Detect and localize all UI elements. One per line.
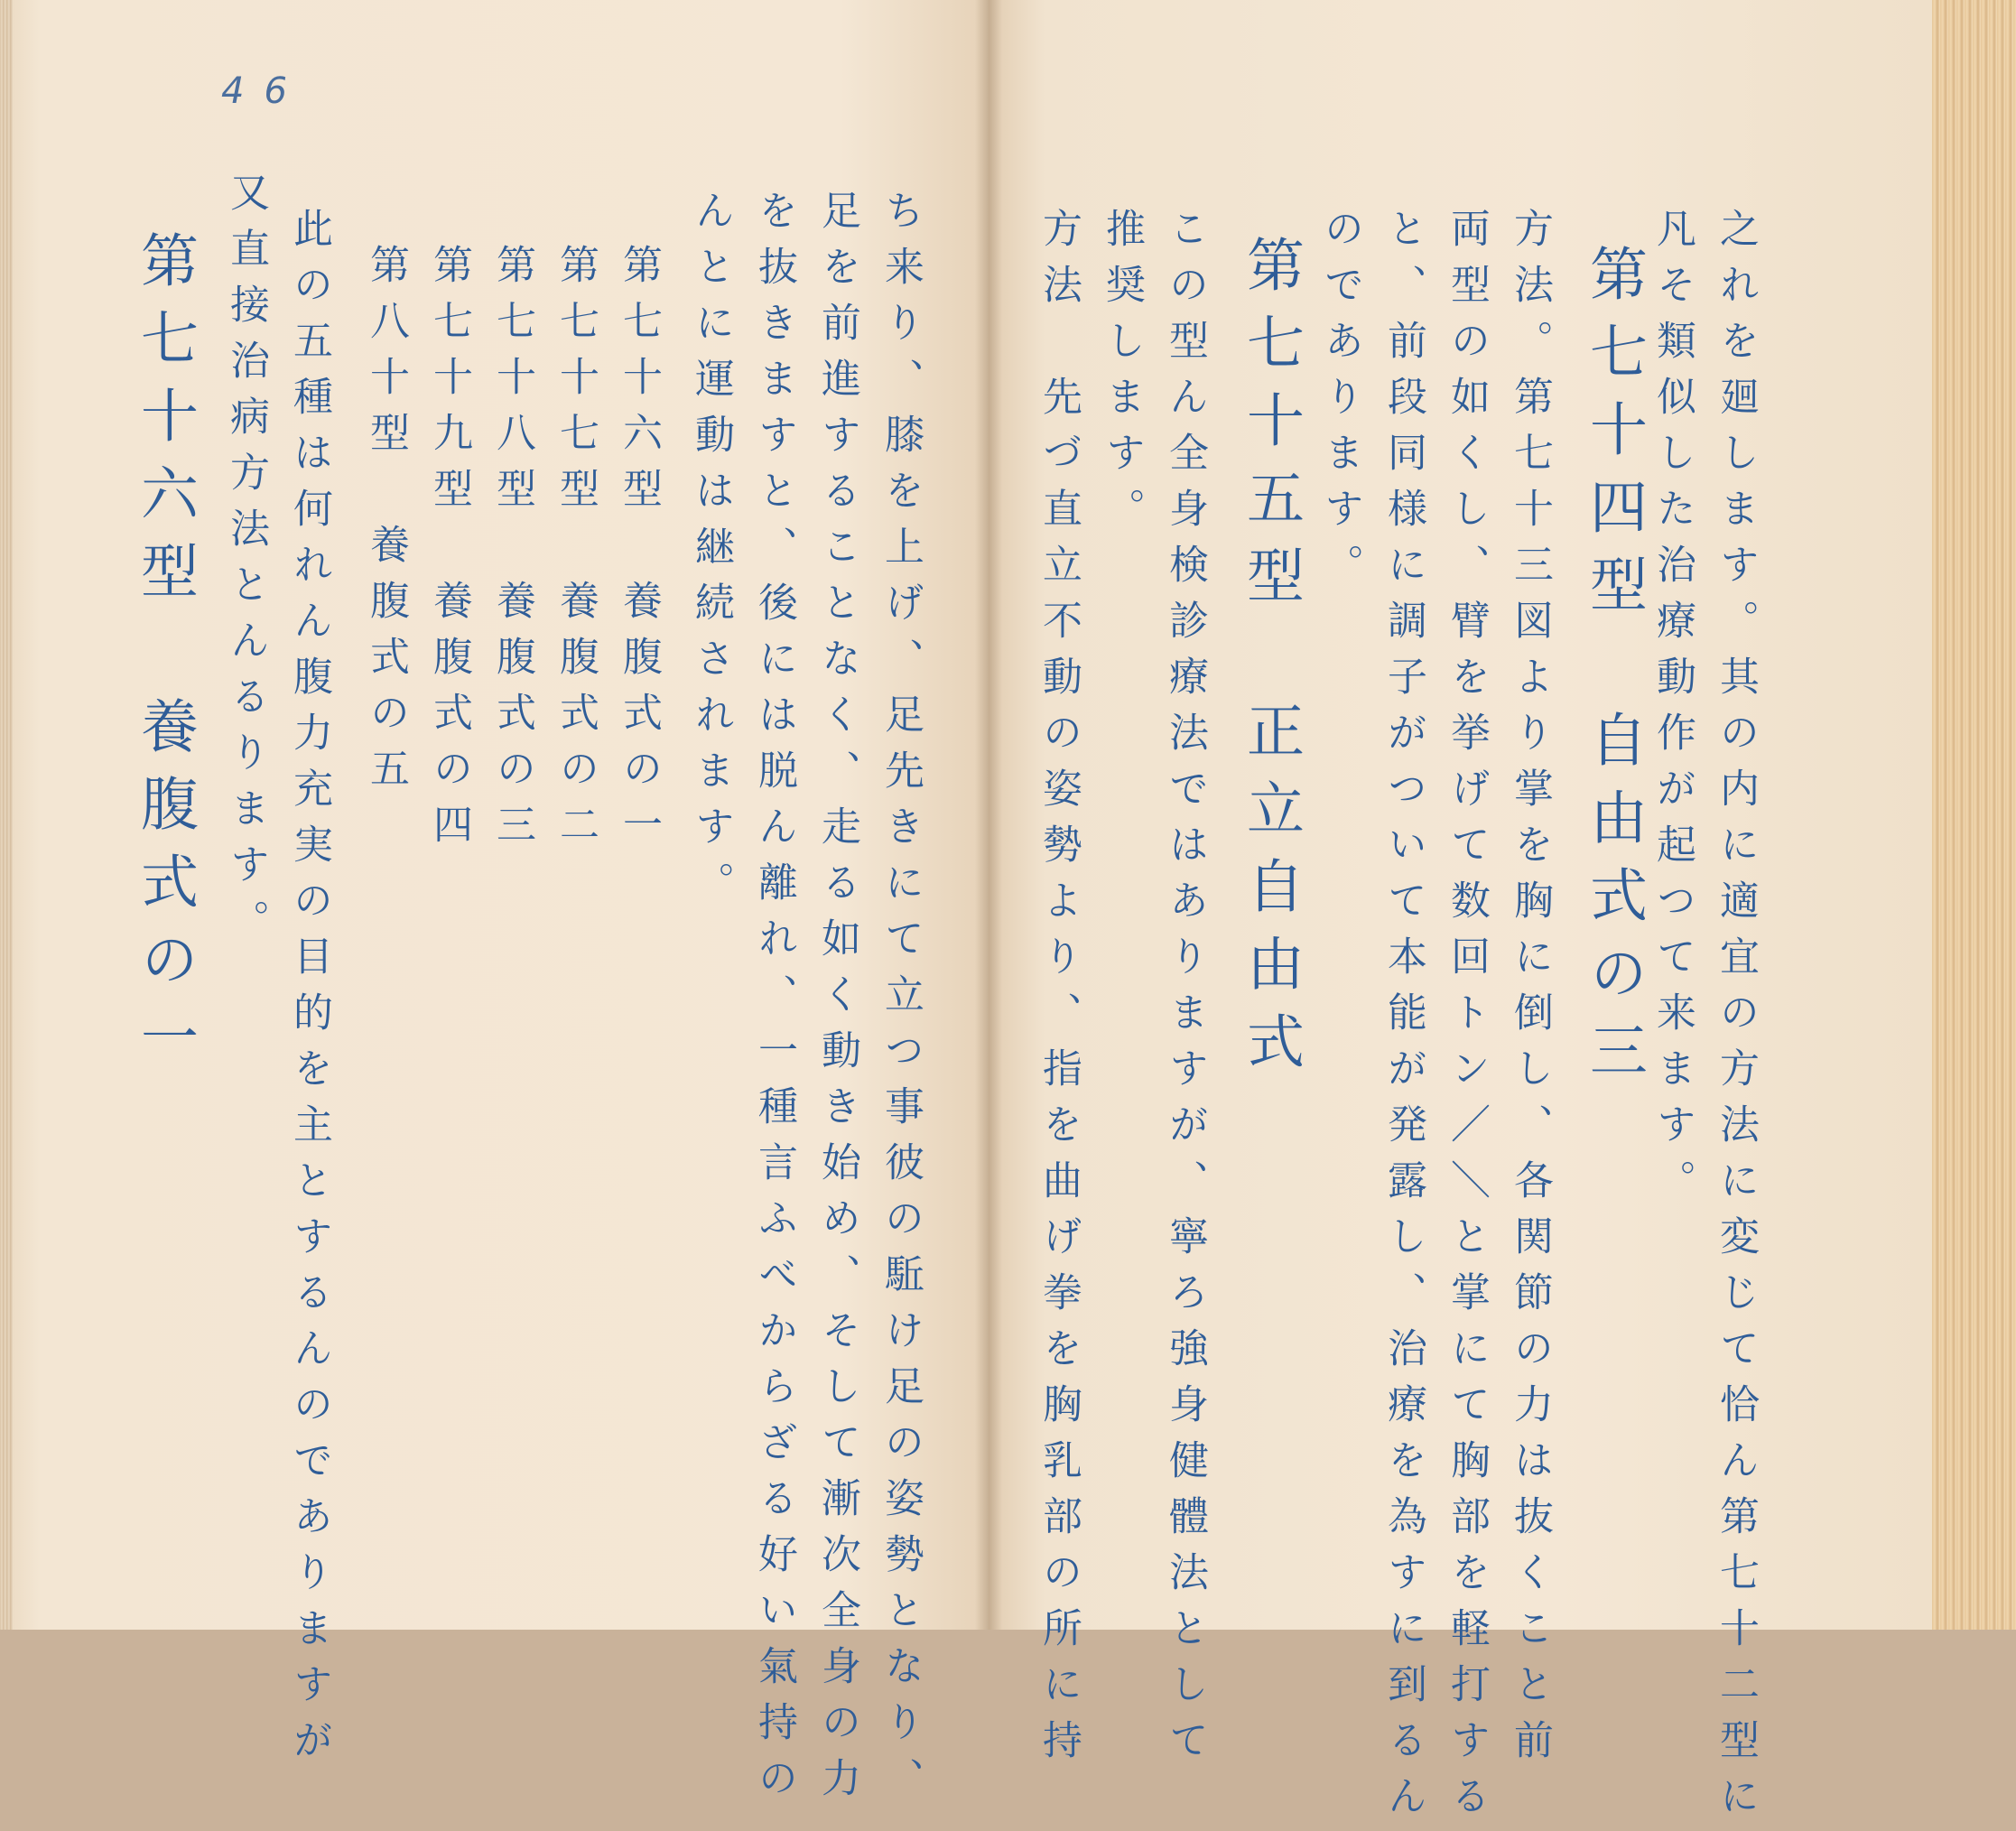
fore-edge [1932, 0, 2016, 1630]
left-list-type-79: 第七十九型 養腹式の四 [426, 244, 472, 860]
page-number: 46 [221, 70, 307, 112]
right-column-4: 方法。第七十三図より掌を胸に倒し、各関節の力は抜くこと前 [1507, 208, 1553, 1775]
right-column-5: 両型の如くし、臂を挙げて数回トン／＼と掌にて胸部を軽打する [1444, 208, 1490, 1831]
right-column-9: この型ん全身検診療法ではありますが、寧ろ強身健體法として [1162, 208, 1208, 1775]
book-gutter [975, 0, 1002, 1630]
left-book-edge [0, 0, 13, 1630]
left-list-type-77: 第七十七型 養腹式の二 [553, 244, 599, 860]
right-heading-type-74: 第七十四型 自由式の三 [1580, 244, 1647, 1098]
right-column-2: 凡そ類似した治療動作が起つて来ます。 [1649, 208, 1695, 1215]
left-list-type-78: 第七十八型 養腹式の三 [489, 244, 535, 860]
left-column-2: 足を前進することなく、走る如く動き始め、そして漸次全身の力 [814, 190, 860, 1813]
left-column-11: 又直接治病方法とんるります。 [223, 172, 269, 955]
left-column-1: ち来り、膝を上げ、足先きにて立つ事彼の駈け足の姿勢となり、 [878, 190, 924, 1813]
right-column-6: と、前段同様に調子がついて本能が発露し、治療を為すに到るん [1380, 208, 1426, 1831]
left-heading-type-76: 第七十六型 養腹式の一 [131, 230, 198, 1084]
right-column-11: 方法 先づ直立不動の姿勢より、指を曲げ拳を胸乳部の所に持 [1036, 208, 1082, 1775]
right-column-10: 推奨します。 [1099, 208, 1145, 544]
right-column-1: 之れを廻します。其の内に適宜の方法に変じて恰ん第七十二型に [1713, 208, 1759, 1831]
left-column-4: んとに運動は継続されます。 [688, 190, 734, 917]
left-column-10: 此の五種は何れん腹力充実の目的を主とするんのでありますが [286, 208, 332, 1775]
left-list-type-80: 第八十型 養腹式の五 [363, 244, 409, 804]
left-column-3: を抜きますと、後には脱ん離れ、一種言ふべからざる好い氣持の [751, 190, 797, 1813]
right-heading-type-75: 第七十五型 正立自由式 [1237, 235, 1304, 1089]
right-column-7: のであります。 [1317, 208, 1363, 599]
left-list-type-76: 第七十六型 養腹式の一 [616, 244, 662, 860]
